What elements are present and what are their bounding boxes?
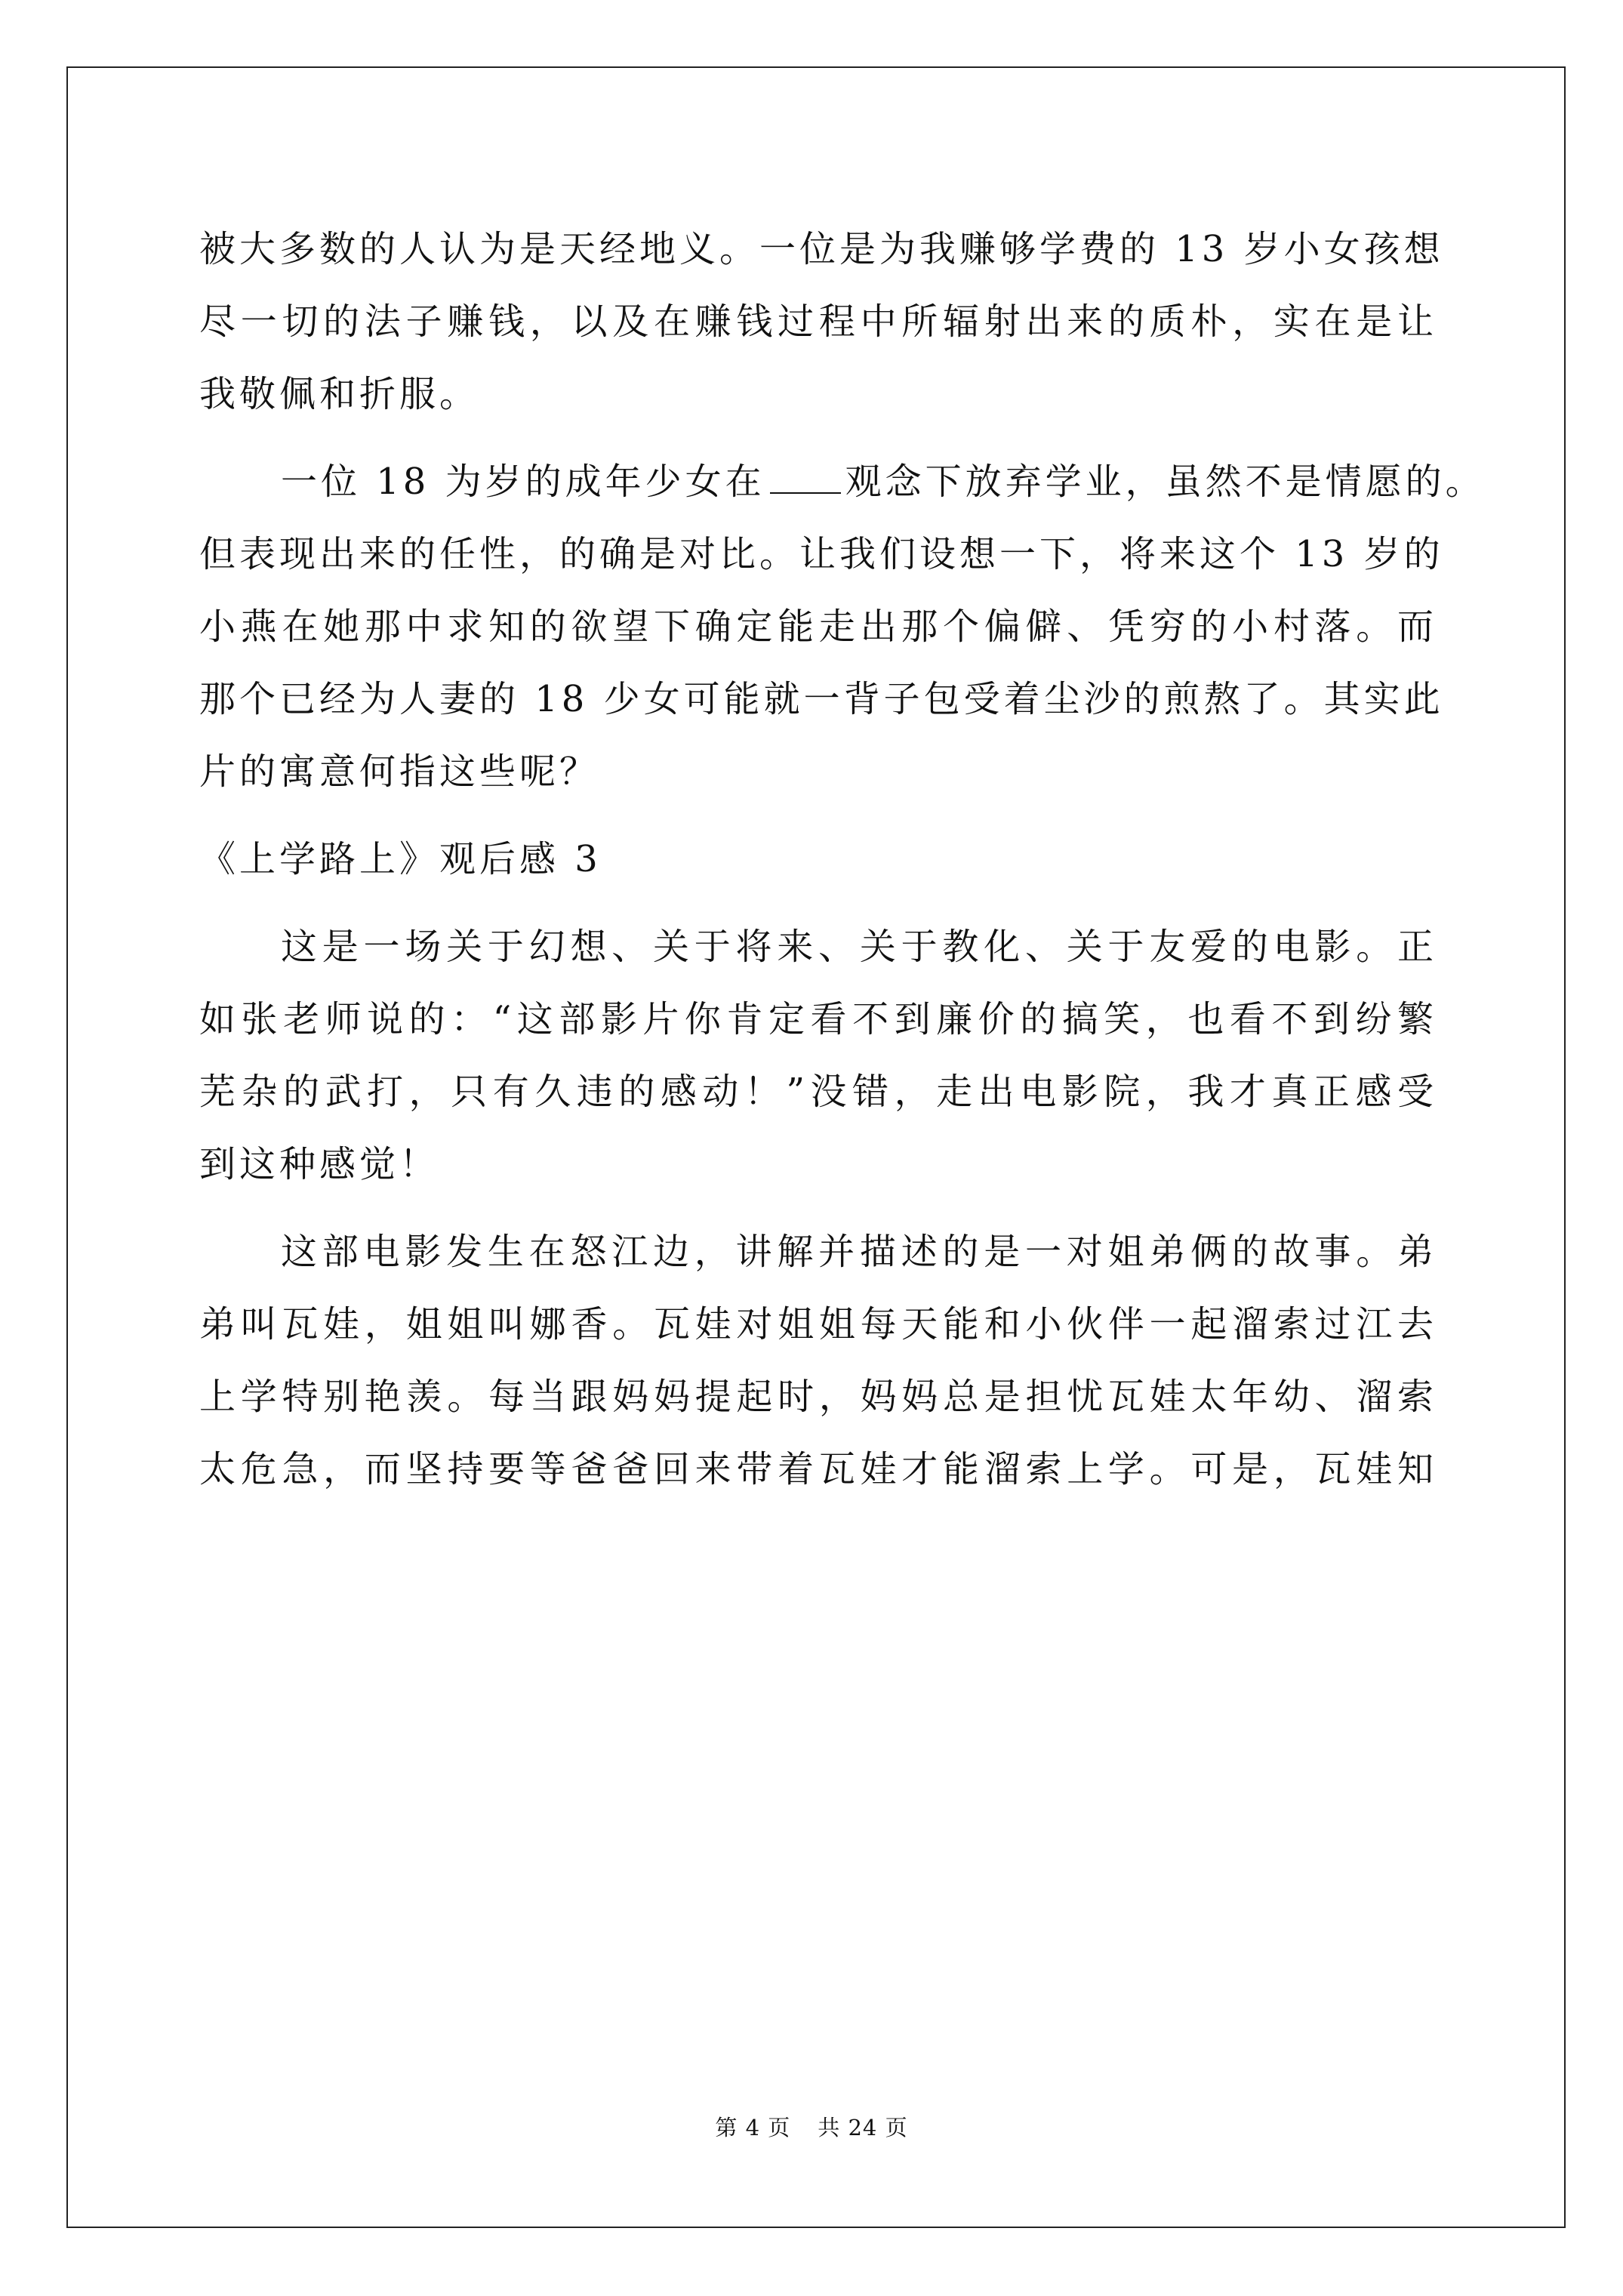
text-line: 但表现出来的任性，的确是对比。让我们设想一下，将来这个 13 岁的 <box>199 533 1444 575</box>
page-number: 第 4 页 <box>715 2115 791 2140</box>
text-line: 这是一场关于幻想、关于将来、关于教化、关于友爱的电影。正 <box>281 926 1437 968</box>
text-line: 如张老师说的：“这部影片你肯定看不到廉价的搞笑，也看不到纷繁 <box>199 998 1437 1040</box>
document-body <box>199 213 1486 1505</box>
text-line: 弟叫瓦娃，姐姐叫娜香。瓦娃对姐姐每天能和小伙伴一起溜索过江去 <box>199 1303 1437 1345</box>
text-line: 我敬佩和折服。 <box>199 373 480 415</box>
text-segment: 一位 18 为岁的成年少女在 <box>281 461 765 503</box>
fill-in-blank <box>770 462 841 494</box>
page-total: 共 24 页 <box>818 2115 908 2140</box>
text-line: 太危急，而坚持要等爸爸回来带着瓦娃才能溜索上学。可是，瓦娃知 <box>199 1448 1437 1490</box>
text-line: 那个已经为人妻的 18 少女可能就一背子包受着尘沙的煎熬了。其实此 <box>199 678 1444 720</box>
text-line: 这部电影发生在怒江边，讲解并描述的是一对姐弟俩的故事。弟 <box>281 1231 1437 1273</box>
text-line: 芜杂的武打，只有久违的感动！”没错，走出电影院，我才真正感受 <box>199 1071 1437 1113</box>
page-footer <box>0 2113 1623 2143</box>
text-line-with-blank <box>199 445 1486 518</box>
text-segment: 观念下放弃学业，虽然不是情愿的。 <box>845 461 1486 503</box>
text-line: 小燕在她那中求知的欲望下确定能走出那个偏僻、凭穷的小村落。而 <box>199 606 1437 648</box>
text-line: 上学特别艳羡。每当跟妈妈提起时，妈妈总是担忧瓦娃太年幼、溜索 <box>199 1376 1437 1418</box>
section-heading: 《上学路上》观后感 3 <box>199 838 602 880</box>
text-line: 被大多数的人认为是天经地义。一位是为我赚够学费的 13 岁小女孩想 <box>199 228 1444 270</box>
text-line: 到这种感觉！ <box>199 1143 440 1185</box>
text-line: 片的寓意何指这些呢？ <box>199 750 600 793</box>
text-line: 尽一切的法子赚钱，以及在赚钱过程中所辐射出来的质朴，实在是让 <box>199 300 1437 343</box>
